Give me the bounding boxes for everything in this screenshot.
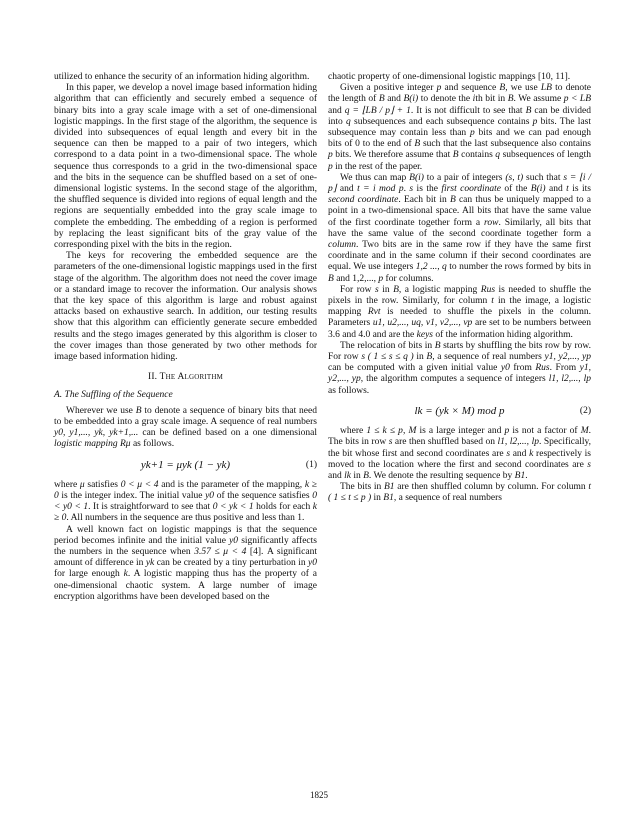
subsection-heading: A. The Suffling of the Sequence (54, 390, 173, 401)
paragraph: Wherever we use B to denote a sequence of binary bits that need to be embedded into a gray scale image. A sequence of real numbers y0, y1,..., yk, yk+1,... can be defined based on a one dimensional logistic mapping Rμ as follows. (54, 405, 317, 450)
paragraph: where μ satisfies 0 < μ < 4 and is the parameter of the mapping, k ≥ 0 is the integer index. The initial value y0 of the sequence satisfies 0 < y0 < 1. It is straightforward to see that 0 < yk < 1 holds for each k ≥ 0. All numbers in the sequence are thus positive and less than 1. (54, 479, 317, 524)
paragraph: where 1 ≤ k ≤ p, M is a large integer and p is not a factor of M. The bits in row s are then shuffled based on l1, l2,..., lp. Specifically, the bit whose first and second coordinates are s and k respectively is moved to the location where the first and second coordinates are s and lk in B. We denote the resulting sequence by B1. (328, 426, 592, 481)
paragraph: In this paper, we develop a novel image based information hiding algorithm that can efficiently and securely embed a sequence of binary bits into a gray scale image with a set of one-dimensional logistic mappings. In the first stage of the algorithm, the sequence is divided into subsequences of equal length and every bit in the sequence can then be mapped to a pair of two integers, which correspond to a data point in a two-dimensional space. The whole sequence thus corresponds to a grid in the two-dimensional space and the bits in the sequence can be shuffled based on a set of one-dimensional logistic systems. In the second stage of the algorithm, the shuffled sequence is divided into regions of equal length and the regions are sequentially embedded into the gray scale image to complete the embedding. The embedding of a region is performed by replacing the least significant bits of the gray value of the corresponding pixel with the bits in the region. (54, 83, 317, 251)
paragraph: We thus can map B(i) to a pair of integers (s, t) such that s = ⌊i / p⌋ and t = i mod p. s is the first coordinate of the B(i) and t is its second coordinate. Each bit in B can thus be uniquely mapped to a point in a two-dimensional space. All bits that have the same value of the first coordinate together form a row. Similarly, all bits that have the same value of the second coordinate together form a column. Two bits are in the same row if they have the same first coordinate and in the same column if their second coordinates are equal. We use integers 1,2 ..., q to number the rows formed by bits in B and 1,2,..., p for columns. (328, 172, 591, 284)
right-column (328, 72, 591, 505)
paragraph: chaotic property of one-dimensional logistic mappings [10, 11]. (328, 72, 571, 82)
equation-number: (2) (579, 405, 591, 416)
equation-2: lk = (yk × M) mod p (2) (414, 404, 591, 417)
left-column (54, 72, 317, 603)
paragraph: A well known fact on logistic mappings is that the sequence period becomes infinite and the initial value y0 significantly affects the numbers in the sequence when 3.57 ≤ μ < 4 [4]. A significant amount of difference in yk can be created by a tiny perturbation in y0 for large enough k. A logistic mapping thus has the property of a one-dimensional chaotic system. A large number of image encryption algorithms have been developed based on the (54, 524, 318, 602)
paragraph: utilized to enhance the security of an information hiding algorithm. (54, 72, 310, 82)
paragraph: The keys for recovering the embedded sequence are the parameters of the one-dimensional logistic mappings used in the first stage of the algorithm. The algorithm does not need the cover image or a standard image to recover the information. Our analysis shows that the key space of this algorithm is large and robust against attacks based on exhaustive search. In addition, our testing results show that this algorithm can efficiently generate secure embedded results and the stego images generated by this algorithm is closer to the cover images than those generated by two other methods for image based information hiding. (54, 251, 317, 363)
page-number: 1825 (310, 790, 328, 800)
paragraph: Given a positive integer p and sequence B, we use LB to denote the length of B and B(i) to denote the ith bit in B. We assume p < LB and q = ⌊LB / p⌋ + 1. It is not difficult to see that B can be divided into q subsequences and each subsequence contains p bits. The last subsequence may contain less than p bits and we can pad enough bits of 0 to the end of B such that the last subsequence also contains p bits. We therefore assume that B contains q subsequences of length p in the rest of the paper. (328, 83, 592, 172)
equation-number: (1) (305, 459, 317, 470)
section-heading: II. The Algorithm (147, 372, 224, 383)
paragraph: For row s in B, a logistic mapping Rus is needed to shuffle the pixels in the row. Similarly, for column t in the image, a logistic mapping Rvt is needed to shuffle the pixels in the column. Parameters u1, u2,..., uq, v1, v2,..., vp are set to be numbers between 3.6 and 4.0 and are the keys of the information hiding algorithm. (328, 284, 592, 340)
paragraph: The relocation of bits in B starts by shuffling the bits row by row. For row s ( 1 ≤ s ≤ q ) in B, a sequence of real numbers y1, y2,..., yp can be computed with a given initial value y0 from Rus. From y1, y2,..., yp, the algorithm computes a sequence of integers l1, l2,..., lp as follows. (328, 340, 592, 396)
paragraph: The bits in B1 are then shuffled column by column. For column t ( 1 ≤ t ≤ p ) in B1, a sequence of real numbers (328, 482, 591, 504)
equation-1: yk+1 = μyk (1 − yk) (1) (140, 458, 317, 471)
